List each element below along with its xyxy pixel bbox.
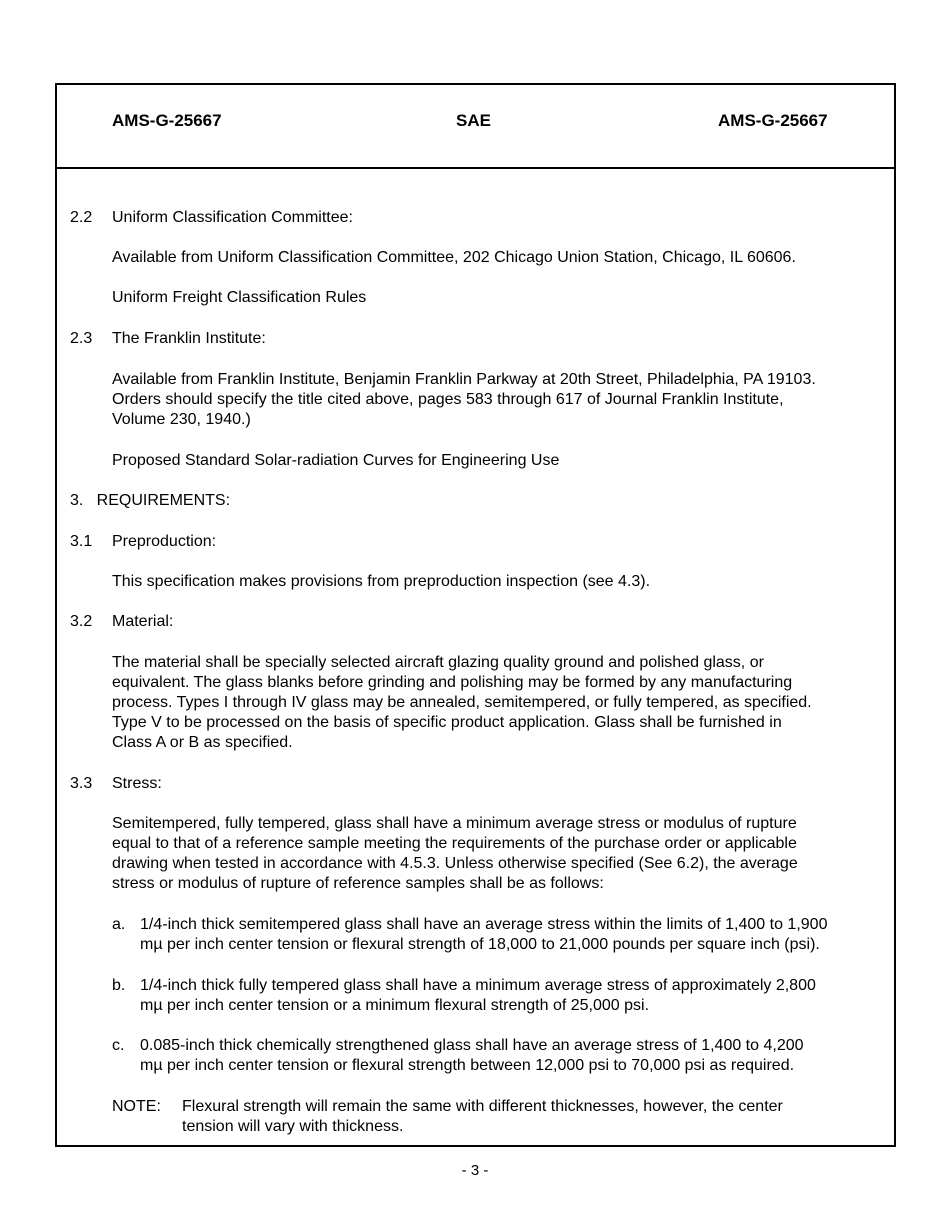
section-number: 3.1 <box>70 533 93 550</box>
section-title: Material: <box>112 613 174 630</box>
section-title: Stress: <box>112 775 162 792</box>
section-number: 3.3 <box>70 775 93 792</box>
header-doc-id-right: AMS-G-25667 <box>718 111 828 130</box>
note-line: tension will vary with thickness. <box>182 1118 404 1135</box>
list-item-line: 1/4-inch thick semitempered glass shall have an average stress within the limits of 1,400 to 1,900 <box>140 916 828 933</box>
list-item-line: 0.085-inch thick chemically strengthened glass shall have an average stress of 1,400 to 4,200 <box>140 1037 804 1054</box>
section-number: 2.2 <box>70 209 93 226</box>
paragraph-line: Available from Franklin Institute, Benjamin Franklin Parkway at 20th Street, Philadelphia, PA 19103. <box>112 371 816 388</box>
paragraph-line: Volume 230, 1940.) <box>112 411 251 428</box>
paragraph-line: The material shall be specially selected aircraft glazing quality ground and polished glass, or <box>112 654 764 671</box>
section-number: 3.2 <box>70 613 93 630</box>
note-label: NOTE: <box>112 1098 161 1115</box>
header-organization: SAE <box>456 111 491 130</box>
list-item-label: b. <box>112 977 126 994</box>
paragraph-line: equivalent. The glass blanks before grinding and polishing may be formed by any manufacturing <box>112 674 793 691</box>
page-header <box>57 85 894 169</box>
list-item-label: a. <box>112 916 126 933</box>
paragraph-line: Orders should specify the title cited above, pages 583 through 617 of Journal Franklin Institute, <box>112 391 784 408</box>
document-title: Proposed Standard Solar-radiation Curves for Engineering Use <box>112 452 560 469</box>
paragraph-line: Semitempered, fully tempered, glass shall have a minimum average stress or modulus of rupture <box>112 815 797 832</box>
paragraph-line: process. Types I through IV glass may be annealed, semitempered, or fully tempered, as specified. <box>112 694 812 711</box>
section-title: Uniform Classification Committee: <box>112 209 353 226</box>
note-line: Flexural strength will remain the same with different thicknesses, however, the center <box>182 1098 783 1115</box>
paragraph-line: Class A or B as specified. <box>112 734 293 751</box>
section-number: 2.3 <box>70 330 93 347</box>
page-number: - 3 - <box>461 1162 489 1179</box>
paragraph-line: Type V to be processed on the basis of specific product application. Glass shall be furnished in <box>112 714 782 731</box>
list-item-label: c. <box>112 1037 125 1054</box>
section-heading: 3. REQUIREMENTS: <box>70 492 231 509</box>
paragraph-line: Available from Uniform Classification Committee, 202 Chicago Union Station, Chicago, IL 60606. <box>112 249 796 266</box>
list-item-line: 1/4-inch thick fully tempered glass shall have a minimum average stress of approximately 2,800 <box>140 977 816 994</box>
paragraph-line: This specification makes provisions from preproduction inspection (see 4.3). <box>112 573 651 590</box>
paragraph-line: drawing when tested in accordance with 4.5.3. Unless otherwise specified (See 6.2), the average <box>112 855 798 872</box>
section-title: Preproduction: <box>112 533 217 550</box>
header-doc-id-left: AMS-G-25667 <box>112 111 222 130</box>
section-title: The Franklin Institute: <box>112 330 266 347</box>
list-item-line: mµ per inch center tension or flexural strength of 18,000 to 21,000 pounds per square inch (psi). <box>140 936 820 953</box>
list-item-line: mµ per inch center tension or a minimum flexural strength of 25,000 psi. <box>140 997 650 1014</box>
paragraph-line: equal to that of a reference sample meeting the requirements of the purchase order or applicable <box>112 835 797 852</box>
paragraph-line: stress or modulus of rupture of reference samples shall be as follows: <box>112 875 604 892</box>
document-title: Uniform Freight Classification Rules <box>112 289 367 306</box>
list-item-line: mµ per inch center tension or flexural strength between 12,000 psi to 70,000 psi as required. <box>140 1057 795 1074</box>
